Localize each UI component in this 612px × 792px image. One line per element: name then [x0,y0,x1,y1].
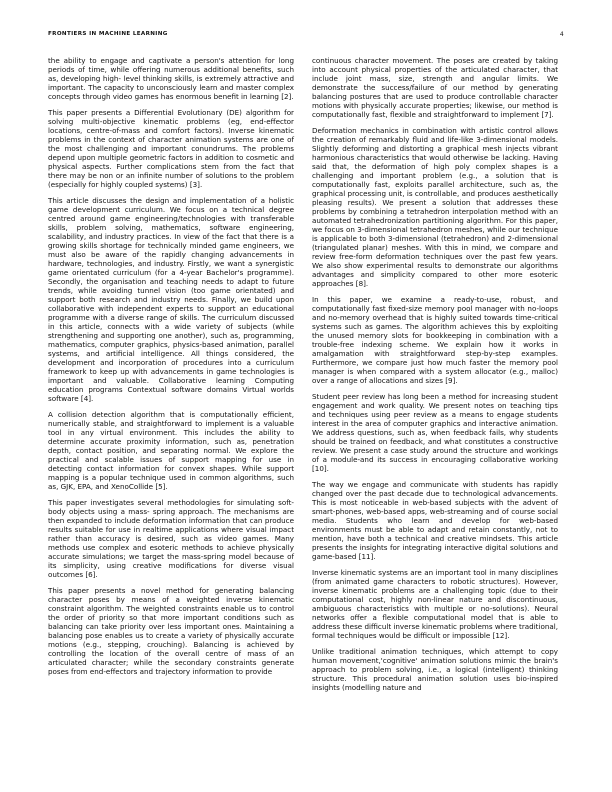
paragraph: the ability to engage and captivate a person's attention for long periods of time, while offering numerous additional benefits, such as, developing high- level thinking skills, is extremely attractive and important. The capacity to unconsciously learn and master complex concepts through video games has enormous benefit in learning [2]. [48,56,294,102]
running-header [48,31,564,41]
paragraph: A collision detection algorithm that is computationally efficient, numerically stable, and straightforward to implement is a valuable tool in any virtual environment. This includes the ability to determine accurate proximity information, such as, penetration depth, contact position, and separating normal. We explore the practical and scalable issues of support mapping for use in detecting contact information for convex shapes. While support mapping is a popular technique used in common algorithms, such as, GJK, EPA, and XenoCollide [5]. [48,409,294,492]
paragraph: Deformation mechanics in combination with artistic control allows the creation of remarkably fluid and life-like 3-dimensional models. Slightly deforming and distorting a graphical mesh injects vibrant harmonious characteristics that would otherwise be lacking. Having said that, the deformation of high poly complex shapes is a challenging and important problem (e.g., a solution that is computationally fast, exploits parallel architecture, such as, the graphical processing unit, is controllable, and produces aesthetically pleasing results). We present a solution that addresses these problems by combining a tetrahedron interpolation method with an automated tetrahedronization partitioning algorithm. For this paper, we focus on 3-dimensional tetrahedron meshes, while our technique is applicable to both 3-dimensional (tetrahedron) and 2-dimensional (triangulated planar) meshes. With this in mind, we compare and review free-form deformation techniques over the past few years. We also show experimental results to demonstrate our algorithms advantages and simplicity compared to other more esoteric approaches [8]. [312,125,558,289]
left-column [48,56,294,683]
paragraph: Inverse kinematic systems are an important tool in many disciplines (from animated game characters to robotic structures). However, inverse kinematic problems are a challenging topic (due to their computational cost, highly non-linear nature and discontinuous, ambiguous characteristics with multiple or no-solutions). Neural networks offer a flexible computational model that is able to address these difficult inverse kinematic problems where traditional, formal techniques would be difficult or impossible [12]. [312,567,558,640]
right-column [312,56,558,699]
paragraph: This paper presents a Differential Evolutionary (DE) algorithm for solving multi-objective kinematic problems (eg, end-effector locations, centre-of-mass and comfort factors). Inverse kinematic problems in the context of character animation systems are one of the most challenging and important conundrums. The problems depend upon multiple geometric factors in addition to cosmetic and physical aspects. Further complications stem from the fact that there may be non or an infinite number of solutions to the problem (especially for highly coupled systems) [3]. [48,107,294,189]
paragraph: Student peer review has long been a method for increasing student engagement and work quality. We present notes on teaching tips and techniques using peer review as a means to engage students interest in the area of computer graphics and interactive animation. We address questions, such as, when feedback fails, why students should be trained on feedback, and what constitutes a constructive review. We present a case study around the structure and workings of a module-and its success in encouraging collaborative working [10]. [312,391,558,474]
journal-name: FRONTIERS IN MACHINE LEARNING [48,31,168,37]
paragraph: This paper presents a novel method for generating balancing character poses by means of a weighted inverse kinematic constraint algorithm. The weighted constraints enable us to control the order of priority so that more important conditions such as balancing can take priority over less important ones. Maintaining a balancing pose enables us to create a variety of physically accurate motions (e.g., stepping, crouching). Balancing is achieved by controlling the location of the overall centre of mass of an articulated character; while the secondary constraints generate poses from end-effectors and trajectory information to provide [48,585,294,676]
paragraph: This article discusses the design and implementation of a holistic game development curriculum. We focus on a technical degree centred around game engineering/technologies with transferable skills, problem solving, mathematics, software engineering, scalability, and industry practices. In view of the fact that there is a growing skills shortage for technically minded game engineers, we must also be aware of the rapidly changing advancements in hardware, technologies, and industry. Firstly, we want a synergistic game orientated curriculum (for a 4-year Bachelor's programme). Secondly, the organisation and teaching needs to adapt to future trends, while avoiding tunnel vision (too game orientated) and support both research and industry needs. Finally, we build upon collaborative with independent experts to support an educational programme with a diverse range of skills. The curriculum discussed in this article, connects with a wide variety of subjects (while strengthening and supporting one another), such as, programming, mathematics, computer graphics, physics-based animation, parallel systems, and artificial intelligence. All things considered, the development and incorporation of procedures into a curriculum framework to keep up with advancements in game technologies is important and valuable. Collaborative learning Computing education programs Contextual software domains Virtual worlds software [4]. [48,195,294,404]
paragraph: In this paper, we examine a ready-to-use, robust, and computationally fast fixed-size memory pool manager with no-loops and no-memory overhead that is highly suited towards time-critical systems such as games. The algorithm achieves this by exploiting the unused memory slots for bookkeeping in combination with a trouble-free indexing scheme. We explain how it works in amalgamation with straightforward step-by-step examples. Furthermore, we compare just how much faster the memory pool manager is when compared with a system allocator (e.g., malloc) over a range of allocations and sizes [9]. [312,294,558,386]
paragraph: This paper investigates several methodologies for simulating soft-body objects using a mass- spring approach. The mechanisms are then expanded to include deformation information that can produce results suitable for use in realtime applications where visual impact rather than accuracy is desired, such as video games. Many methods use complex and esoteric methods to achieve physically accurate simulations; we target the mass-spring model because of its simplicity, using creative modifications for diverse visual outcomes [6]. [48,497,294,580]
paragraph: continuous character movement. The poses are created by taking into account physical properties of the articulated character, that include joint mass, size, strength and angular limits. We demonstrate the success/failure of our method by generating balancing postures that are used to produce controllable character motions with physically accurate properties; likewise, our method is computationally fast, flexible and straightforward to implement [7]. [312,56,558,120]
paragraph: Unlike traditional animation techniques, which attempt to copy human movement,'cognitive' animation solutions mimic the brain's approach to problem solving, i.e., a logical (intelligent) thinking structure. This procedural animation solution uses bio-inspired insights (modelling nature and [312,646,558,692]
paragraph: The way we engage and communicate with students has rapidly changed over the past decade due to technological advancements. This is most noticeable in web-based subjects with the advent of smart-phones, web-based apps, web-streaming and of course social media. Students who learn and develop for web-based environments must be able to adapt and retain constantly, not to mention, have both a technical and creative mindsets. This article presents the insights for integrating interactive digital solutions and game-based [11]. [312,479,558,561]
page-number: 4 [559,31,564,38]
